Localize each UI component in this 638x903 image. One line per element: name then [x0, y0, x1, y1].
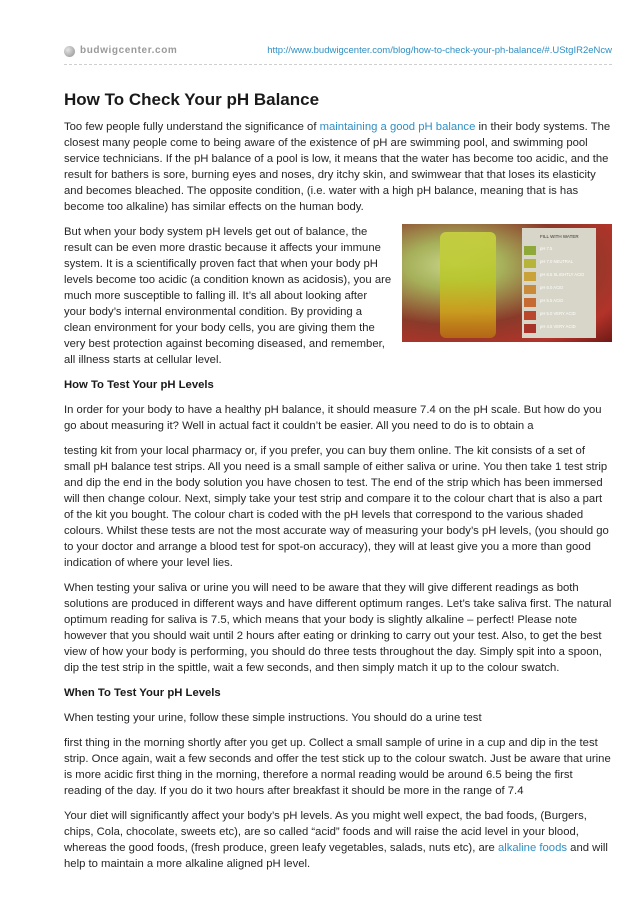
- ph-swatch-label: pH 6.5 SLIGHTLY ACID: [540, 272, 585, 277]
- ph-swatch: [524, 285, 536, 294]
- diet-text-after: and will help to maintain a more alkaline aligned pH level.: [64, 842, 608, 870]
- source-url-link[interactable]: http://www.budwigcenter.com/blog/how-to-check-your-ph-balance/#.UStgIR2eNcw: [267, 45, 612, 56]
- source-header: [64, 46, 612, 65]
- diet-paragraph: [64, 808, 612, 872]
- immune-paragraph: But when your body system pH levels get out of balance, the result can be even more drastic because it affects your immune system. It is a scientifically proven fact that when your body pH levels become too acidic (a condition known as acidosis), you are much more susceptible to falling ill. It’s all about looking after your body’s internal environmental condition. By providing a clean environment for your body cells, you are giving them the very best protection against becoming diseased, and remember, all illness starts at cellular level.: [64, 226, 392, 366]
- ph-swatch: [524, 298, 536, 307]
- test-paragraph-1: In order for your body to have a healthy pH balance, it should measure 7.4 on the pH scale. But how do you go about measuring it? Well in actual fact it couldn’t be easier. All you need to do is to obtain a: [64, 404, 602, 432]
- test-tube: [440, 232, 496, 338]
- alkaline-foods-link[interactable]: alkaline foods: [497, 842, 568, 854]
- article-title: How To Check Your pH Balance: [64, 90, 320, 109]
- ph-swatch: [524, 259, 536, 268]
- site-name: budwigcenter.com: [80, 45, 178, 56]
- fill-label: FILL WITH WATER: [540, 234, 579, 239]
- ph-swatch: [524, 324, 536, 333]
- ph-swatch-label: pH 5.0 VERY ACID: [540, 311, 576, 316]
- saliva-paragraph: When testing your saliva or urine you will need to be aware that they will give different readings as both solutions are produced in different ways and have different optimum ranges. Let’s take saliva first. The natural optimum reading for saliva is 7.5, which means that your body is slightly alkaline – perfect! Please note however that you should wait until 2 hours after eating or drinking to carry out your test. Also, to get the best view of how your body is performing, you should do three tests throughout the day. Simply spit into a spoon, dip the test strip in the spittle, wait a few seconds, and then simply match it up to the colour swatch.: [64, 582, 612, 674]
- ph-swatch: [524, 272, 536, 281]
- ph-color-chart: [522, 228, 596, 338]
- urine-paragraph-2: first thing in the morning shortly after you get up. Collect a small sample of urine in a cup and dip in the test strip. Once again, wait a few seconds and offer the test stick up to the colour swatch. Just be aware that urine is more acidic first thing in the morning, therefore a normal reading would be around 6.5 being the first reading of the day. If you do it two hours after breakfast it should be more in the range of 7.4: [64, 737, 611, 797]
- article: [64, 90, 612, 881]
- section-heading-test: How To Test Your pH Levels: [64, 379, 214, 391]
- intro-text-before: Too few people fully understand the significance of: [64, 121, 320, 133]
- urine-paragraph-1: When testing your urine, follow these simple instructions. You should do a urine test: [64, 712, 482, 724]
- intro-paragraph: [64, 119, 612, 215]
- ph-swatch: [524, 311, 536, 320]
- ph-test-photo: [402, 224, 612, 342]
- diet-text-before: Your diet will significantly affect your body’s pH levels. As you might well expect, the bad foods, (Burgers, chips, Cola, chocolate, sweets etc), are so called “acid” foods and will raise the acid level in your blood, whereas the good foods, (fresh produce, green leafy vegetables, salads, nuts etc), are: [64, 810, 587, 854]
- ph-swatch: [524, 246, 536, 255]
- ph-swatch-label: pH 6.0 ACID: [540, 285, 564, 290]
- globe-icon: [64, 46, 75, 57]
- intro-text-after: in their body systems. The closest many people come to being aware of the existence of pH are swimming pool, and swimming pool service technicians. If the pH balance of a pool is low, it means that the water has become too acidic, and the result for bathers is sore, burning eyes and noses, dry itchy skin, and swimwear that that loses its elasticity and becomes bleached. The opposite condition, (i.e. water with a high pH balance, meaning that is has become too alkaline) has similar effects on the human body.: [64, 121, 611, 213]
- test-paragraph-2: testing kit from your local pharmacy or, if you prefer, you can buy them online. The kit consists of a set of small pH balance test strips. All you need is a small sample of either saliva or urine. You then take 1 test strip and dip the end in the body solution you have chosen to test. The end of the strip which has been immersed will then change colour. Next, simply take your test strip and compare it to the colour chart that is also a part of the kit you bought. The colour chart is coded with the pH levels that correspond to the various shaded colours. Whilst these tests are not the most accurate way of measuring your body’s pH levels, (you should go to your doctor and arrange a blood test for spot-on accuracy), they will at least give you a more than good indication of where your level lies.: [64, 445, 609, 569]
- ph-swatch-label: pH 7.0 NEUTRAL: [540, 259, 574, 264]
- ph-swatch-label: pH 4.5 VERY ACID: [540, 324, 576, 329]
- ph-swatch-label: pH 7.5: [540, 246, 553, 251]
- ph-balance-link[interactable]: maintaining a good pH balance: [319, 121, 476, 133]
- section-heading-when: When To Test Your pH Levels: [64, 687, 221, 699]
- ph-swatch-label: pH 5.5 ACID: [540, 298, 564, 303]
